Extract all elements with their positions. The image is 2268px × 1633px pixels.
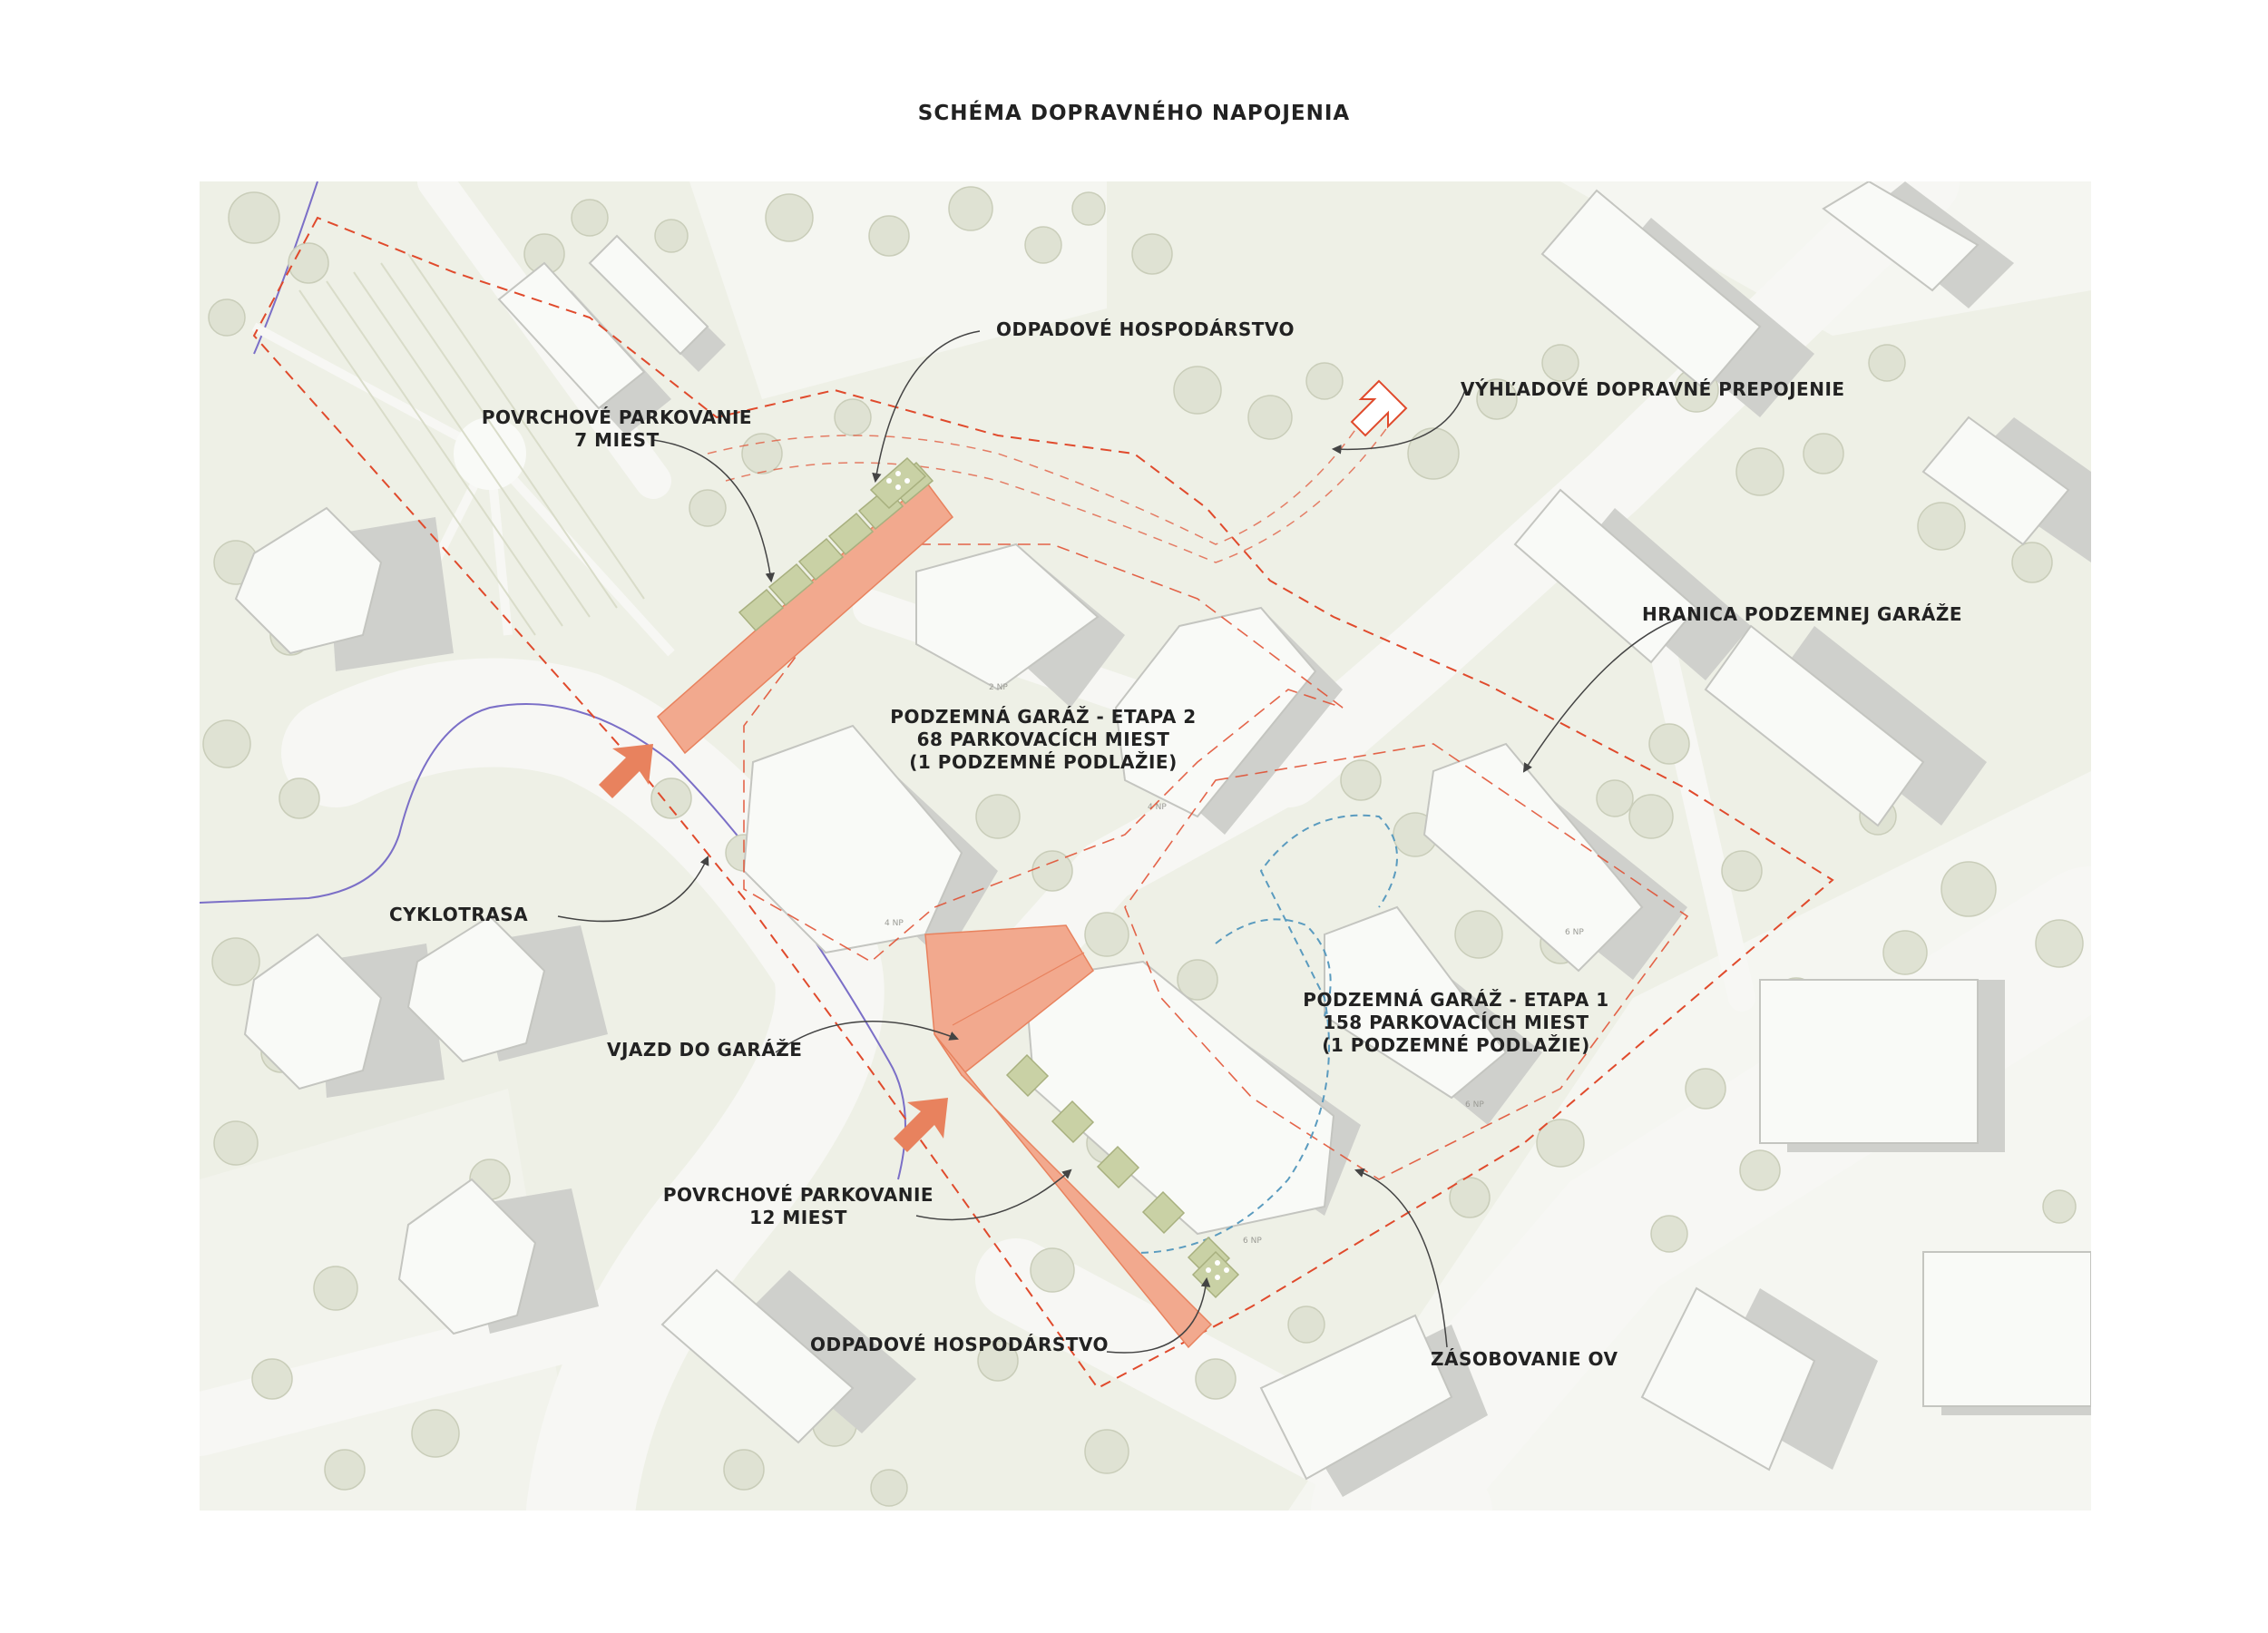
building (1923, 1252, 2091, 1415)
label-garage-etapa-1-line2: 158 PARKOVACÍCH MIEST (1323, 1012, 1589, 1033)
label-garage-etapa-1-line3: (1 PODZEMNÉ PODLAŽIE) (1322, 1034, 1590, 1056)
label-cycle-route: CYKLOTRASA (389, 904, 529, 925)
label-parking-bottom-line1: POVRCHOVÉ PARKOVANIE (662, 1184, 934, 1206)
label-garage-etapa-2 (871, 706, 1216, 774)
page-title: SCHÉMA DOPRAVNÉHO NAPOJENIA (917, 102, 1351, 125)
floor-mark: 6 NP (1465, 1100, 1484, 1110)
label-garage-etapa-1-line1: PODZEMNÁ GARÁŽ - ETAPA 1 (1303, 989, 1609, 1011)
floor-mark: 2 NP (989, 683, 1008, 692)
label-garage-etapa-2-line3: (1 PODZEMNÉ PODLAŽIE) (909, 751, 1178, 773)
label-parking-bottom-line2: 12 MIEST (749, 1207, 847, 1228)
floor-mark: 4 NP (885, 919, 904, 928)
label-garage-etapa-2-line2: 68 PARKOVACÍCH MIEST (916, 728, 1170, 750)
label-parking-top-line2: 7 MIEST (574, 429, 660, 451)
label-garage-boundary: HRANICA PODZEMNEJ GARÁŽE (1642, 603, 1962, 625)
floor-mark: 6 NP (1565, 928, 1584, 937)
label-garage-etapa-1 (1284, 989, 1628, 1057)
label-parking-top (472, 406, 762, 452)
label-waste-bottom: ODPADOVÉ HOSPODÁRSTVO (810, 1334, 1110, 1355)
building (1760, 980, 2005, 1152)
floor-mark: 4 NP (1148, 803, 1167, 812)
floor-mark: 6 NP (1243, 1237, 1262, 1246)
label-garage-entry: VJAZD DO GARÁŽE (607, 1039, 803, 1061)
label-parking-bottom (653, 1184, 943, 1229)
label-waste-top: ODPADOVÉ HOSPODÁRSTVO (996, 318, 1295, 340)
label-garage-etapa-2-line1: PODZEMNÁ GARÁŽ - ETAPA 2 (890, 706, 1197, 728)
label-future-link: VÝHĽADOVÉ DOPRAVNÉ PREPOJENIE (1461, 378, 1845, 400)
label-parking-top-line1: POVRCHOVÉ PARKOVANIE (481, 406, 753, 428)
label-supply: ZÁSOBOVANIE OV (1431, 1348, 1618, 1370)
